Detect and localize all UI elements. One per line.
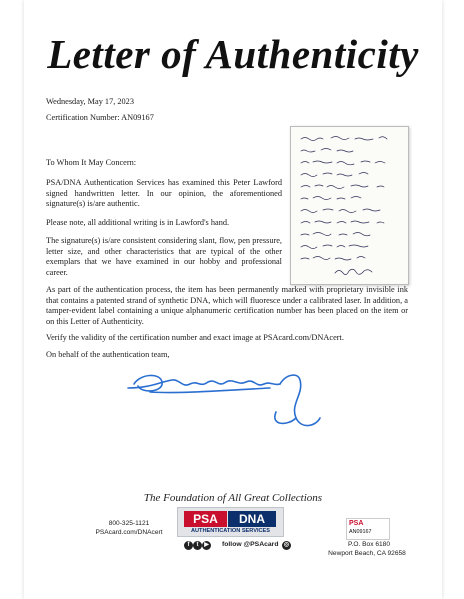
letter-date: Wednesday, May 17, 2023 [46, 97, 134, 106]
certification-sticker [346, 518, 390, 540]
certification-number: Certification Number: AN09167 [46, 113, 154, 122]
facebook-icon[interactable]: f [184, 541, 193, 550]
handwritten-letter-image [290, 126, 409, 285]
letter-page [24, 0, 442, 599]
youtube-icon[interactable]: ▶ [202, 541, 211, 550]
psa-dna-logo [177, 507, 284, 537]
social-handle: follow @PSAcard [222, 541, 279, 548]
paragraph-note: Please note, all additional writing is in Lawford's hand. [46, 218, 230, 227]
paragraph-verify: Verify the validity of the certification number and exact image at PSAcard.com/DNAcert. [46, 333, 344, 342]
phone-number: 800-325-1121 [108, 520, 150, 527]
salutation: To Whom It May Concern: [46, 158, 137, 167]
paragraph-consistency: The signature(s) is/are consistent considering slant, flow, pen pressure, letter size, and other characteristics that are typical of the other exemplars that we have examined in our hobby and professional career. [46, 236, 282, 277]
logo-psa: PSA [184, 511, 227, 527]
po-box: P.O. Box 6180 [347, 541, 391, 548]
sticker-number: AN09167 [349, 529, 372, 535]
tagline: The Foundation of All Great Collections [143, 492, 323, 504]
footer-website[interactable]: PSAcard.com/DNAcert [95, 529, 163, 536]
paragraph-closing: On behalf of the authentication team, [46, 350, 170, 359]
twitter-icon[interactable]: t [193, 541, 202, 550]
paragraph-examination: PSA/DNA Authentication Services has examined this Peter Lawford signed handwritten letter. In our opinion, the aforementioned signature(s) is/are authentic. [46, 178, 282, 209]
letter-title: Letter of Authenticity [47, 31, 419, 77]
logo-subtitle: AUTHENTICATION SERVICES [190, 528, 271, 534]
logo-dna: DNA [228, 511, 276, 527]
authenticator-signature [120, 364, 350, 454]
paragraph-process: As part of the authentication process, the item has been permanently marked with proprietary invisible ink that contains a patented strand of synthetic DNA, which will fluoresce under a calibrated laser. In addition, a tamper-evident label containing a unique alphanumeric certification number has been placed on the item or on this Letter of Authenticity. [46, 285, 408, 326]
city-address: Newport Beach, CA 92658 [328, 550, 406, 557]
sticker-brand: PSA [349, 520, 364, 527]
social-links [184, 540, 294, 552]
instagram-icon[interactable]: ◎ [283, 542, 290, 548]
